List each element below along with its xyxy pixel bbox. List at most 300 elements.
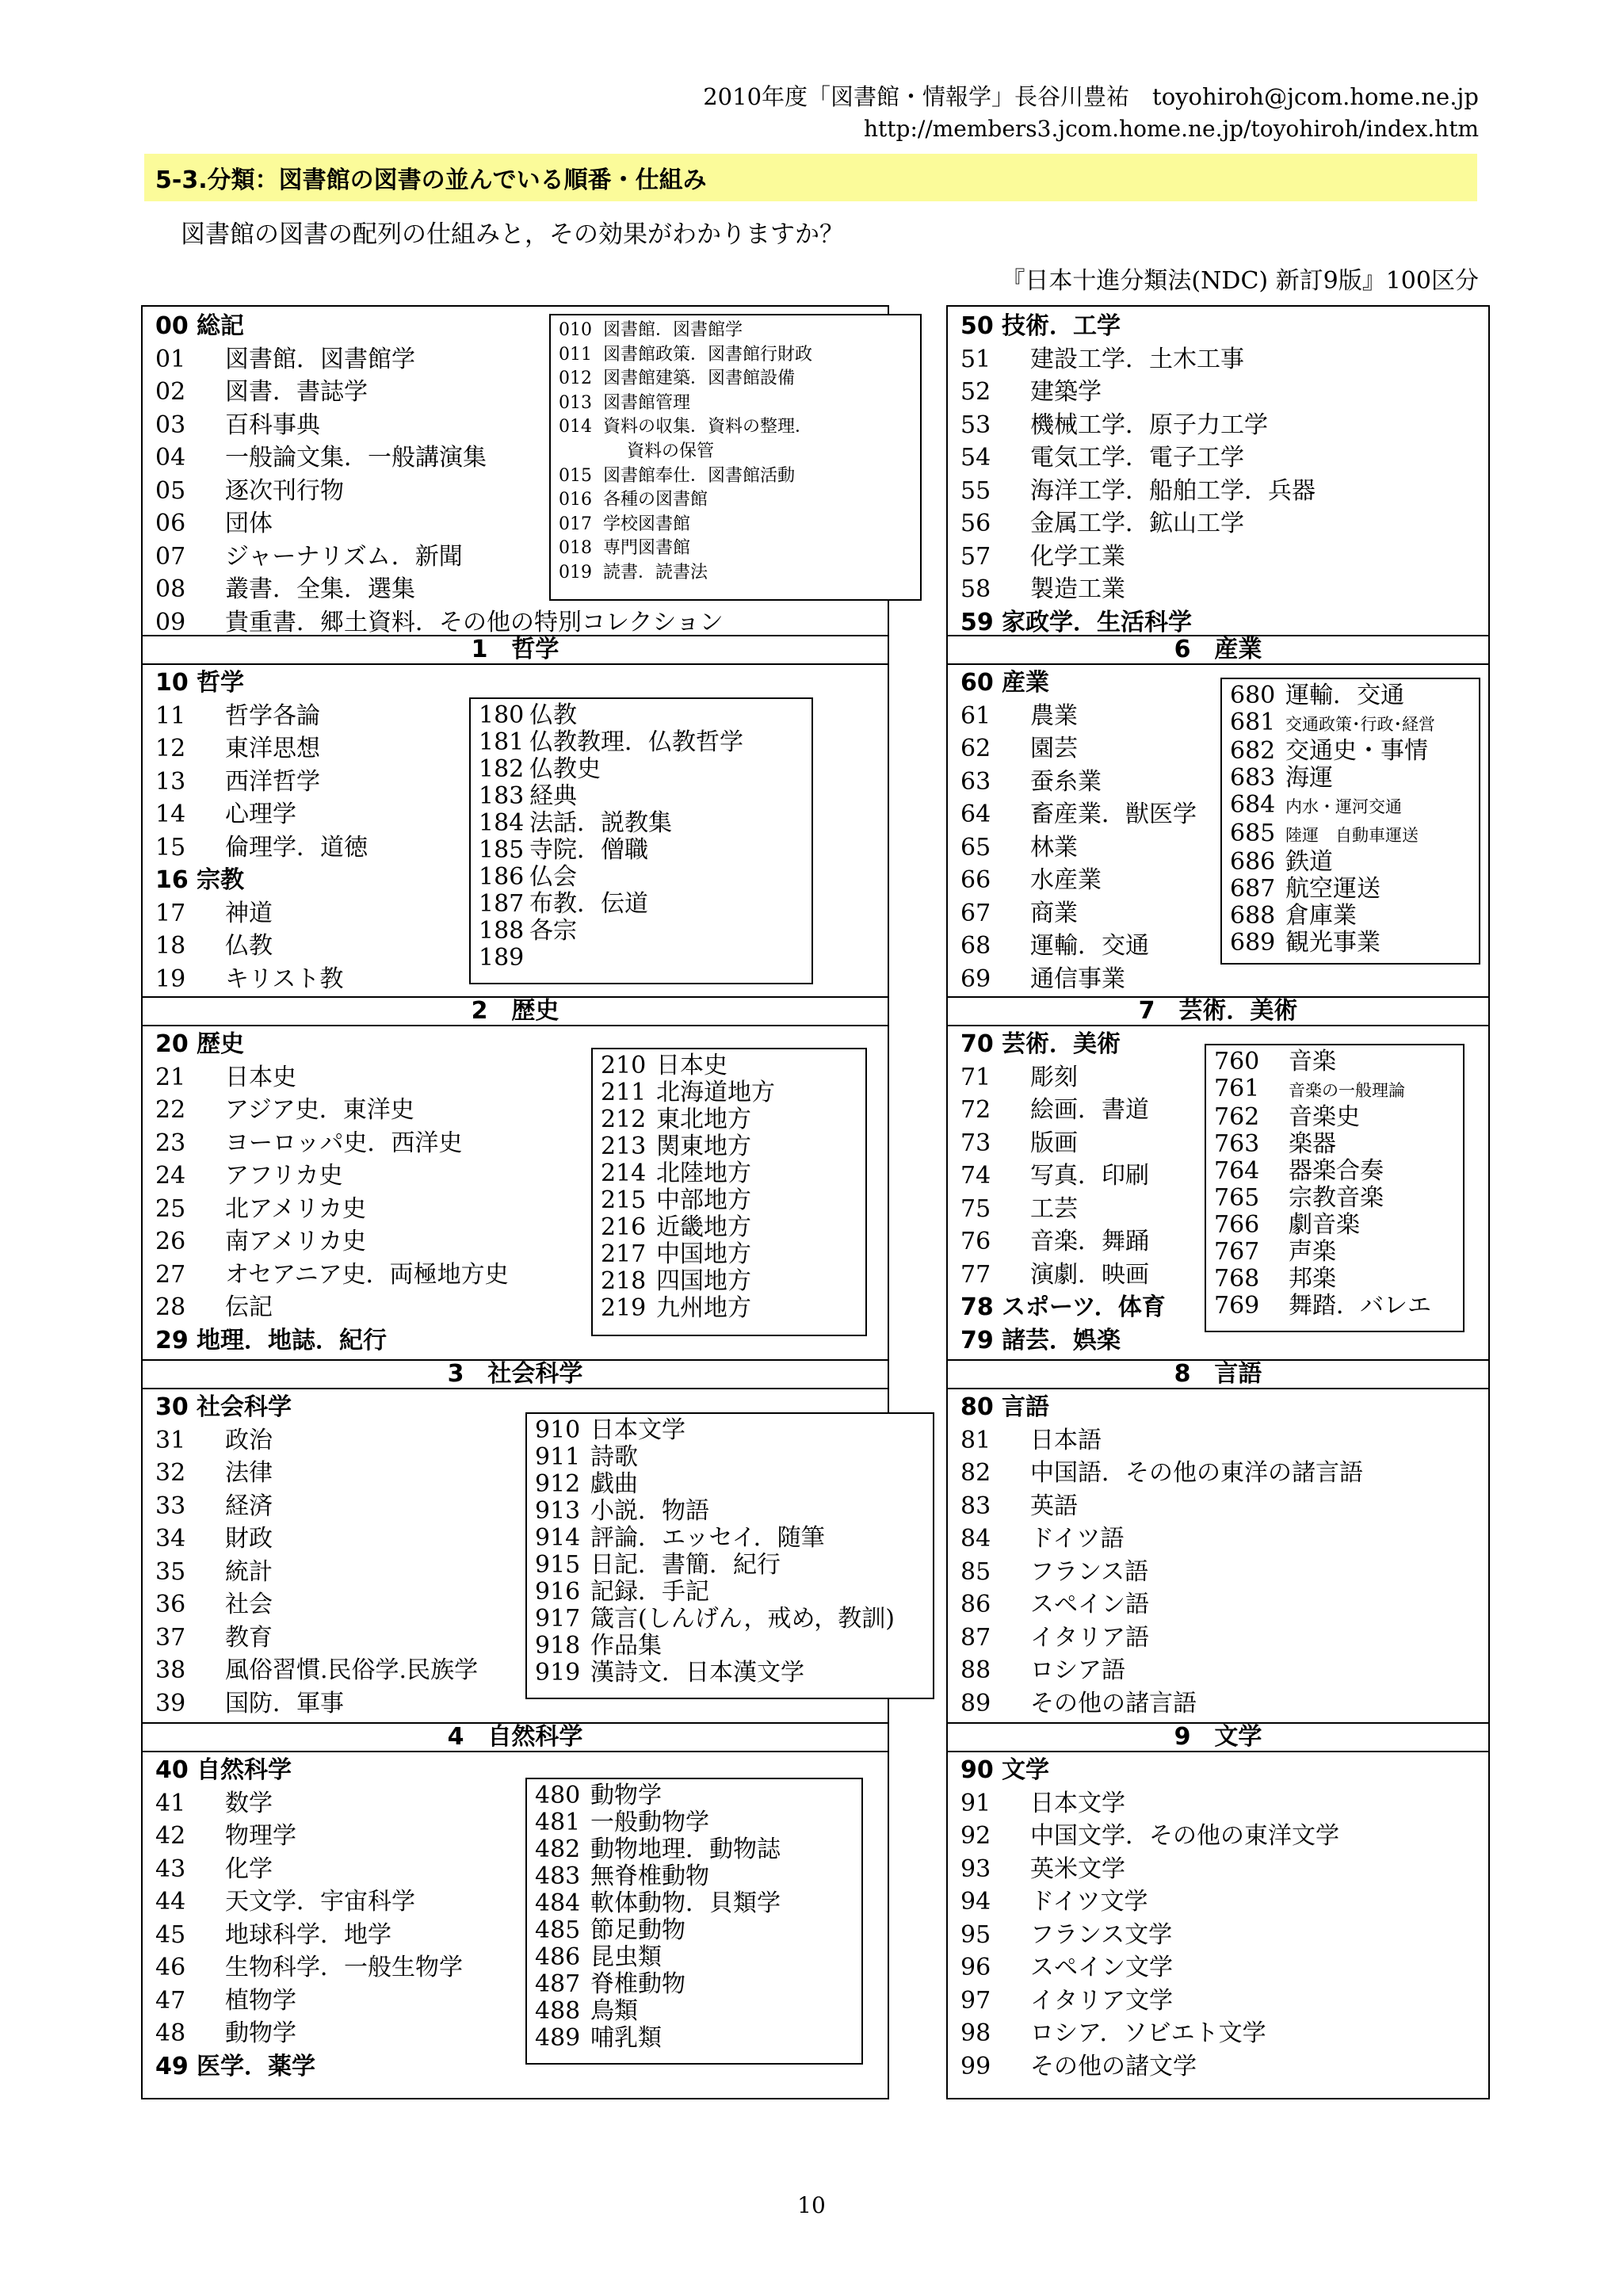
subdivision-code: 183 xyxy=(479,782,525,810)
class-label: 生物科学．一般生物学 xyxy=(225,1954,463,1981)
class-code: 84 xyxy=(960,1525,991,1553)
class-label: 風俗習慣.民俗学.民族学 xyxy=(225,1656,479,1684)
subdivision-row xyxy=(479,837,804,864)
subdivision-code: 181 xyxy=(479,728,525,756)
class-code: 07 xyxy=(155,542,186,571)
class-label: 畜産業．獣医学 xyxy=(1030,800,1197,828)
subdivision-label: 節足動物 xyxy=(590,1916,685,1944)
subdivision-row xyxy=(559,367,912,392)
subdivision-row xyxy=(559,319,912,343)
class-label: 文学 xyxy=(1002,1756,1049,1784)
class-label: 哲学 xyxy=(197,669,244,697)
class-code: 01 xyxy=(155,345,186,373)
subdivision-row xyxy=(535,1444,925,1471)
class-code: 00 xyxy=(155,312,189,340)
subdivision-row xyxy=(1214,1239,1455,1266)
class-label: 林業 xyxy=(1030,833,1078,861)
class-label: アフリカ史 xyxy=(225,1162,343,1190)
class-code: 13 xyxy=(155,767,186,796)
class-label: 彫刻 xyxy=(1030,1063,1078,1091)
class-label: オセアニア史．両極地方史 xyxy=(225,1260,509,1289)
class-code: 73 xyxy=(960,1129,991,1157)
subdivision-code: 180 xyxy=(479,701,525,729)
subdivision-row xyxy=(535,1471,925,1498)
subdivision-row xyxy=(601,1241,857,1268)
class-code: 75 xyxy=(960,1194,991,1223)
subdivision-label: 哺乳類 xyxy=(590,2024,662,2052)
class-code: 80 xyxy=(960,1393,994,1421)
class-label: 倫理学．道徳 xyxy=(225,833,368,861)
subdivision-row xyxy=(535,1552,925,1579)
group-heading: 6 産業 xyxy=(948,635,1488,665)
class-code: 33 xyxy=(155,1492,186,1520)
class-label: 貴重書．郷土資料．その他の特別コレクション xyxy=(225,608,724,636)
class-code: 20 xyxy=(155,1030,189,1058)
class-label: 農業 xyxy=(1030,701,1078,730)
class-label: イタリア文学 xyxy=(1030,1986,1173,2015)
subdivision-label: 音楽史 xyxy=(1289,1103,1360,1131)
subdivision-code: 919 xyxy=(535,1659,581,1687)
subdivision-label: 動物地理．動物誌 xyxy=(590,1836,781,1863)
class-code: 36 xyxy=(155,1591,186,1618)
subdivision-label: 邦楽 xyxy=(1289,1265,1336,1293)
class-code: 95 xyxy=(960,1920,991,1949)
subdivision-code: 487 xyxy=(535,1970,581,1998)
class-label: 伝記 xyxy=(225,1293,273,1321)
class-code: 91 xyxy=(960,1789,991,1817)
class-label: 技術．工学 xyxy=(1002,312,1121,340)
class-code: 53 xyxy=(960,411,991,439)
subdivision-label: 近畿地方 xyxy=(656,1213,751,1241)
class-code: 70 xyxy=(960,1030,994,1058)
class-label: 絵画．書道 xyxy=(1030,1096,1149,1124)
subdivision-code: 689 xyxy=(1230,929,1276,957)
subdivision-row xyxy=(479,783,804,810)
subdivision-code: 013 xyxy=(559,392,592,413)
class-label: 自然科学 xyxy=(197,1756,292,1784)
subdivision-label: 東北地方 xyxy=(656,1106,751,1133)
class-code: 96 xyxy=(960,1954,991,1981)
class-label: 言語 xyxy=(1002,1393,1049,1421)
subdivision-label: 仏教史 xyxy=(529,755,601,783)
class-code: 49 xyxy=(155,2052,189,2080)
class-code: 89 xyxy=(960,1689,991,1717)
subdivision-label: 交通政策･行政･経営 xyxy=(1285,715,1435,734)
class-label: 図書館．図書館学 xyxy=(225,345,415,373)
subdivision-label: 布教．伝道 xyxy=(529,890,648,918)
subdivision-row xyxy=(1230,849,1471,876)
class-label: 化学 xyxy=(225,1855,273,1883)
subdivision-row xyxy=(559,513,912,537)
class-code: 27 xyxy=(155,1260,186,1289)
subdivision-row xyxy=(535,1579,925,1606)
subdivision-label: 図書館奉仕．図書館活動 xyxy=(603,465,796,486)
subdivision-row xyxy=(559,464,912,489)
subdivision-code: 486 xyxy=(535,1943,581,1971)
class-label: イタリア語 xyxy=(1030,1623,1149,1652)
subdivision-code: 764 xyxy=(1214,1157,1260,1185)
class-label: 国防．軍事 xyxy=(225,1689,344,1717)
class-label: 地球科学．地学 xyxy=(225,1920,391,1949)
class-code: 52 xyxy=(960,378,991,406)
subdivision-label: 記録．手記 xyxy=(590,1578,709,1606)
section-title xyxy=(144,154,1477,201)
subdivision-code: 687 xyxy=(1230,875,1276,903)
subdivision-label: 図書館政策．図書館行財政 xyxy=(603,344,813,365)
class-label: アジア史．東洋史 xyxy=(225,1096,414,1124)
subdivision-box xyxy=(525,1778,863,2065)
subdivision-code: 481 xyxy=(535,1809,581,1836)
class-code: 25 xyxy=(155,1194,186,1223)
subdivision-row xyxy=(559,415,912,440)
subdivision-row xyxy=(601,1187,857,1214)
subdivision-row xyxy=(1230,765,1471,792)
class-label: 教育 xyxy=(225,1623,273,1652)
class-label: 図書．書誌学 xyxy=(225,378,368,406)
subdivision-code: 489 xyxy=(535,2024,581,2052)
subdivision-code: 767 xyxy=(1214,1238,1260,1266)
class-label: 商業 xyxy=(1030,899,1078,927)
class-code: 46 xyxy=(155,1954,186,1981)
class-code: 35 xyxy=(155,1557,186,1586)
class-label: 化学工業 xyxy=(1030,542,1125,571)
class-label: ドイツ文学 xyxy=(1030,1888,1148,1916)
class-code: 21 xyxy=(155,1063,186,1091)
class-code: 57 xyxy=(960,542,991,571)
class-code: 81 xyxy=(960,1426,991,1454)
subdivision-label: 脊椎動物 xyxy=(590,1970,685,1998)
class-label: ドイツ語 xyxy=(1030,1525,1125,1553)
subdivision-label: 図書館．図書館学 xyxy=(603,320,743,340)
class-code: 61 xyxy=(960,701,991,730)
class-label: 建設工学．土木工事 xyxy=(1030,345,1244,373)
class-label: 宗教 xyxy=(197,866,244,894)
subdivision-label: 倉庫業 xyxy=(1285,902,1357,930)
class-code: 06 xyxy=(155,510,186,537)
subdivision-code: 762 xyxy=(1214,1103,1260,1131)
class-label: 金属工学．鉱山工学 xyxy=(1030,510,1244,537)
class-label: 社会科学 xyxy=(197,1393,292,1421)
subdivision-label: 中国地方 xyxy=(656,1240,751,1268)
class-code: 86 xyxy=(960,1591,991,1618)
subdivision-row xyxy=(1214,1131,1455,1158)
group-heading: 4 自然科学 xyxy=(143,1722,888,1752)
subdivision-label: 評論．エッセイ．随筆 xyxy=(590,1524,825,1552)
subdivision-row xyxy=(535,1863,854,1890)
subdivision-label: 経典 xyxy=(529,782,577,810)
class-code: 08 xyxy=(155,575,186,603)
subdivision-row xyxy=(1230,876,1471,903)
class-label: 建築学 xyxy=(1030,378,1102,406)
subdivision-code: 017 xyxy=(559,514,592,534)
class-code: 28 xyxy=(155,1293,186,1321)
subdivision-code: 211 xyxy=(601,1079,647,1106)
class-label: 日本語 xyxy=(1030,1426,1102,1454)
subdivision-code: 681 xyxy=(1230,709,1276,736)
class-code: 12 xyxy=(155,735,186,762)
subdivision-row xyxy=(601,1214,857,1241)
subdivision-row xyxy=(1230,792,1471,820)
subdivision-code: 686 xyxy=(1230,848,1276,876)
subdivision-label: 軟体動物．貝類学 xyxy=(590,1889,781,1917)
class-code: 74 xyxy=(960,1162,991,1190)
class-code: 29 xyxy=(155,1326,189,1354)
subdivision-row xyxy=(601,1295,857,1322)
class-code: 34 xyxy=(155,1525,186,1553)
group-heading: 9 文学 xyxy=(948,1722,1488,1752)
subdivision-row xyxy=(535,1606,925,1633)
subdivision-row xyxy=(1214,1075,1455,1104)
subdivision-label: 詩歌 xyxy=(590,1443,638,1471)
class-code: 32 xyxy=(155,1459,186,1487)
subdivision-label: 各種の図書館 xyxy=(603,490,708,510)
subdivision-label: 一般動物学 xyxy=(590,1809,709,1836)
class-label: 写真．印刷 xyxy=(1030,1162,1149,1190)
class-label: 歴史 xyxy=(197,1030,244,1058)
subdivision-box xyxy=(549,314,922,601)
class-label: 社会 xyxy=(225,1591,273,1618)
subdivision-code: 769 xyxy=(1214,1292,1260,1320)
subdivision-row xyxy=(479,756,804,783)
section-question: 図書館の図書の配列の仕組みと，その効果がわかりますか？ xyxy=(181,220,844,249)
subdivision-row xyxy=(479,891,804,918)
class-label: 蚕糸業 xyxy=(1030,767,1102,796)
subdivision-code: 015 xyxy=(559,465,592,486)
class-label: 中国文学．その他の東洋文学 xyxy=(1030,1822,1339,1850)
subdivision-code: 188 xyxy=(479,917,525,945)
subdivision-code: 186 xyxy=(479,863,525,891)
class-code: 63 xyxy=(960,767,991,796)
class-code: 26 xyxy=(155,1228,186,1255)
class-code: 94 xyxy=(960,1888,991,1916)
subdivision-label: 劇音楽 xyxy=(1289,1211,1360,1239)
group-heading: 3 社会科学 xyxy=(143,1359,888,1389)
class-label: 心理学 xyxy=(225,800,296,828)
class-label: 北アメリカ史 xyxy=(225,1194,366,1223)
subdivision-label: 運輸．交通 xyxy=(1285,682,1404,709)
subdivision-label: 楽器 xyxy=(1289,1130,1336,1158)
class-label: 総記 xyxy=(197,312,244,340)
subdivision-row xyxy=(1214,1104,1455,1131)
subdivision-row xyxy=(1230,820,1471,849)
class-label: 演劇．映画 xyxy=(1030,1260,1149,1289)
subdivision-label: 仏会 xyxy=(529,863,577,891)
subdivision-row xyxy=(535,1809,854,1836)
subdivision-row xyxy=(601,1133,857,1160)
group-heading: 2 歴史 xyxy=(143,996,888,1026)
subdivision-code: 218 xyxy=(601,1267,647,1295)
subdivision-row xyxy=(479,729,804,756)
ndc-title: 『日本十進分類法(NDC) 新訂9版』100区分 xyxy=(1001,267,1479,295)
class-code: 66 xyxy=(960,866,991,894)
subdivision-label: 図書館管理 xyxy=(603,392,691,413)
subdivision-label: 小説．物語 xyxy=(590,1497,709,1525)
subdivision-box xyxy=(1205,1044,1465,1332)
class-code: 92 xyxy=(960,1822,991,1850)
class-code: 97 xyxy=(960,1986,991,2015)
class-code: 71 xyxy=(960,1063,991,1091)
subdivision-code: 917 xyxy=(535,1605,581,1633)
subdivision-label: 寺院．僧職 xyxy=(529,836,648,864)
subdivision-label: 陸運 自動車運送 xyxy=(1285,826,1419,845)
class-label: キリスト教 xyxy=(225,965,344,993)
class-label: 園芸 xyxy=(1030,735,1078,762)
class-code: 03 xyxy=(155,411,186,439)
class-code: 38 xyxy=(155,1656,186,1684)
subdivision-code: 185 xyxy=(479,836,525,864)
subdivision-label: 日本文学 xyxy=(590,1416,685,1444)
subdivision-row xyxy=(1230,738,1471,765)
subdivision-code: 484 xyxy=(535,1889,581,1917)
class-code: 76 xyxy=(960,1228,991,1255)
class-code: 83 xyxy=(960,1492,991,1520)
subdivision-label: 資料の収集．資料の整理． xyxy=(603,417,813,437)
class-code: 58 xyxy=(960,575,991,603)
class-label: 南アメリカ史 xyxy=(225,1228,366,1255)
subdivision-code: 018 xyxy=(559,538,592,559)
subdivision-row xyxy=(479,810,804,837)
class-label: 英語 xyxy=(1030,1492,1078,1520)
class-label: 経済 xyxy=(225,1492,273,1520)
subdivision-label: 内水・運河交通 xyxy=(1285,797,1402,816)
class-code: 99 xyxy=(960,2052,991,2080)
class-label: 逐次刊行物 xyxy=(225,476,344,505)
subdivision-row xyxy=(535,1660,925,1687)
subdivision-row xyxy=(535,1917,854,1944)
subdivision-label: 中部地方 xyxy=(656,1186,751,1214)
subdivision-code: 913 xyxy=(535,1497,581,1525)
subdivision-code: 768 xyxy=(1214,1265,1260,1293)
subdivision-row xyxy=(479,918,804,945)
subdivision-label: 動物学 xyxy=(590,1782,662,1809)
class-label: 叢書．全集．選集 xyxy=(225,575,415,603)
class-label: その他の諸言語 xyxy=(1030,1689,1197,1717)
subdivision-row xyxy=(535,1782,854,1809)
subdivision-code: 761 xyxy=(1214,1075,1260,1102)
subdivision-code: 480 xyxy=(535,1782,581,1809)
subdivision-label: 関東地方 xyxy=(656,1133,751,1160)
class-label: 政治 xyxy=(225,1426,273,1454)
subdivision-code: 212 xyxy=(601,1106,647,1133)
class-code: 54 xyxy=(960,444,991,472)
class-code: 02 xyxy=(155,378,186,406)
class-code: 31 xyxy=(155,1426,186,1454)
class-label: 版画 xyxy=(1030,1129,1078,1157)
class-label: 芸術．美術 xyxy=(1002,1030,1121,1058)
subdivision-code: 682 xyxy=(1230,737,1276,765)
class-label: 法律 xyxy=(225,1459,273,1487)
subdivision-code: 011 xyxy=(559,344,592,365)
class-label: 運輸．交通 xyxy=(1030,932,1149,960)
header-author-line: 2010年度「図書館・情報学」長谷川豊祐 toyohiroh@jcom.home.ne.jp xyxy=(703,83,1479,110)
class-label: 英米文学 xyxy=(1030,1855,1125,1883)
class-code: 90 xyxy=(960,1756,994,1784)
subdivision-row xyxy=(559,343,912,368)
class-label: 百科事典 xyxy=(225,411,320,439)
class-code: 82 xyxy=(960,1459,991,1487)
subdivision-row xyxy=(559,561,912,586)
subdivision-code: 916 xyxy=(535,1578,581,1606)
subdivision-box xyxy=(1220,678,1480,965)
subdivision-box xyxy=(591,1048,867,1336)
subdivision-code: 189 xyxy=(479,944,525,972)
class-label: 財政 xyxy=(225,1525,273,1553)
subdivision-label: 器楽合奏 xyxy=(1289,1157,1384,1185)
subdivision-code: 213 xyxy=(601,1133,647,1160)
subdivision-code: 184 xyxy=(479,809,525,837)
class-label: 動物学 xyxy=(225,2019,296,2047)
subdivision-row xyxy=(1230,903,1471,930)
class-label: 日本史 xyxy=(225,1063,296,1091)
class-code: 37 xyxy=(155,1623,186,1652)
subdivision-code: 683 xyxy=(1230,764,1276,792)
class-label: 諸芸．娯楽 xyxy=(1002,1326,1121,1354)
class-label: ジャーナリズム．新聞 xyxy=(225,542,463,571)
class-code: 72 xyxy=(960,1096,991,1124)
subdivision-label: 仏教 xyxy=(529,701,577,729)
class-code: 69 xyxy=(960,965,991,993)
subdivision-label: 専門図書館 xyxy=(603,538,691,559)
subdivision-label: 仏教教理．仏教哲学 xyxy=(529,728,743,756)
subdivision-row xyxy=(1230,709,1471,738)
class-code: 56 xyxy=(960,510,991,537)
class-code: 50 xyxy=(960,312,994,340)
class-code: 11 xyxy=(155,701,186,730)
class-code: 30 xyxy=(155,1393,189,1421)
class-code: 59 xyxy=(960,608,994,636)
class-code: 85 xyxy=(960,1557,991,1586)
class-code: 17 xyxy=(155,899,186,927)
subdivision-code: 217 xyxy=(601,1240,647,1268)
subdivision-code: 214 xyxy=(601,1159,647,1187)
subdivision-label: 宗教音楽 xyxy=(1289,1184,1384,1212)
class-code: 65 xyxy=(960,833,991,861)
subdivision-code: 187 xyxy=(479,890,525,918)
class-code: 19 xyxy=(155,965,186,993)
class-code: 88 xyxy=(960,1656,991,1684)
class-code: 64 xyxy=(960,800,991,828)
class-code: 41 xyxy=(155,1789,186,1817)
class-label: 植物学 xyxy=(225,1986,296,2015)
header-url-line: http://members3.jcom.home.ne.jp/toyohiroh/index.htm xyxy=(863,116,1479,142)
class-code: 16 xyxy=(155,866,189,894)
subdivision-row xyxy=(1230,682,1471,709)
subdivision-label: 声楽 xyxy=(1289,1238,1336,1266)
subdivision-row xyxy=(535,1525,925,1552)
class-code: 60 xyxy=(960,669,994,697)
subdivision-row xyxy=(1214,1212,1455,1239)
subdivision-row xyxy=(535,2025,854,2052)
subdivision-label: 観光事業 xyxy=(1285,929,1381,957)
subdivision-code: 685 xyxy=(1230,819,1276,847)
class-label: ロシア．ソビエト文学 xyxy=(1030,2019,1266,2047)
subdivision-row xyxy=(559,537,912,561)
class-label: 医学．薬学 xyxy=(197,2052,315,2080)
subdivision-label: 鳥類 xyxy=(590,1997,638,2025)
subdivision-label: 学校図書館 xyxy=(603,514,691,534)
subdivision-code: 012 xyxy=(559,369,592,389)
subdivision-row xyxy=(1214,1158,1455,1185)
subdivision-row xyxy=(535,1944,854,1971)
class-label: ロシア語 xyxy=(1030,1656,1125,1684)
subdivision-row xyxy=(1214,1185,1455,1212)
subdivision-code: 014 xyxy=(559,417,592,437)
class-code: 93 xyxy=(960,1855,991,1883)
class-code: 39 xyxy=(155,1689,186,1717)
class-code: 40 xyxy=(155,1756,189,1784)
class-label: 通信事業 xyxy=(1030,965,1125,993)
subdivision-label: 読書．読書法 xyxy=(603,562,708,583)
